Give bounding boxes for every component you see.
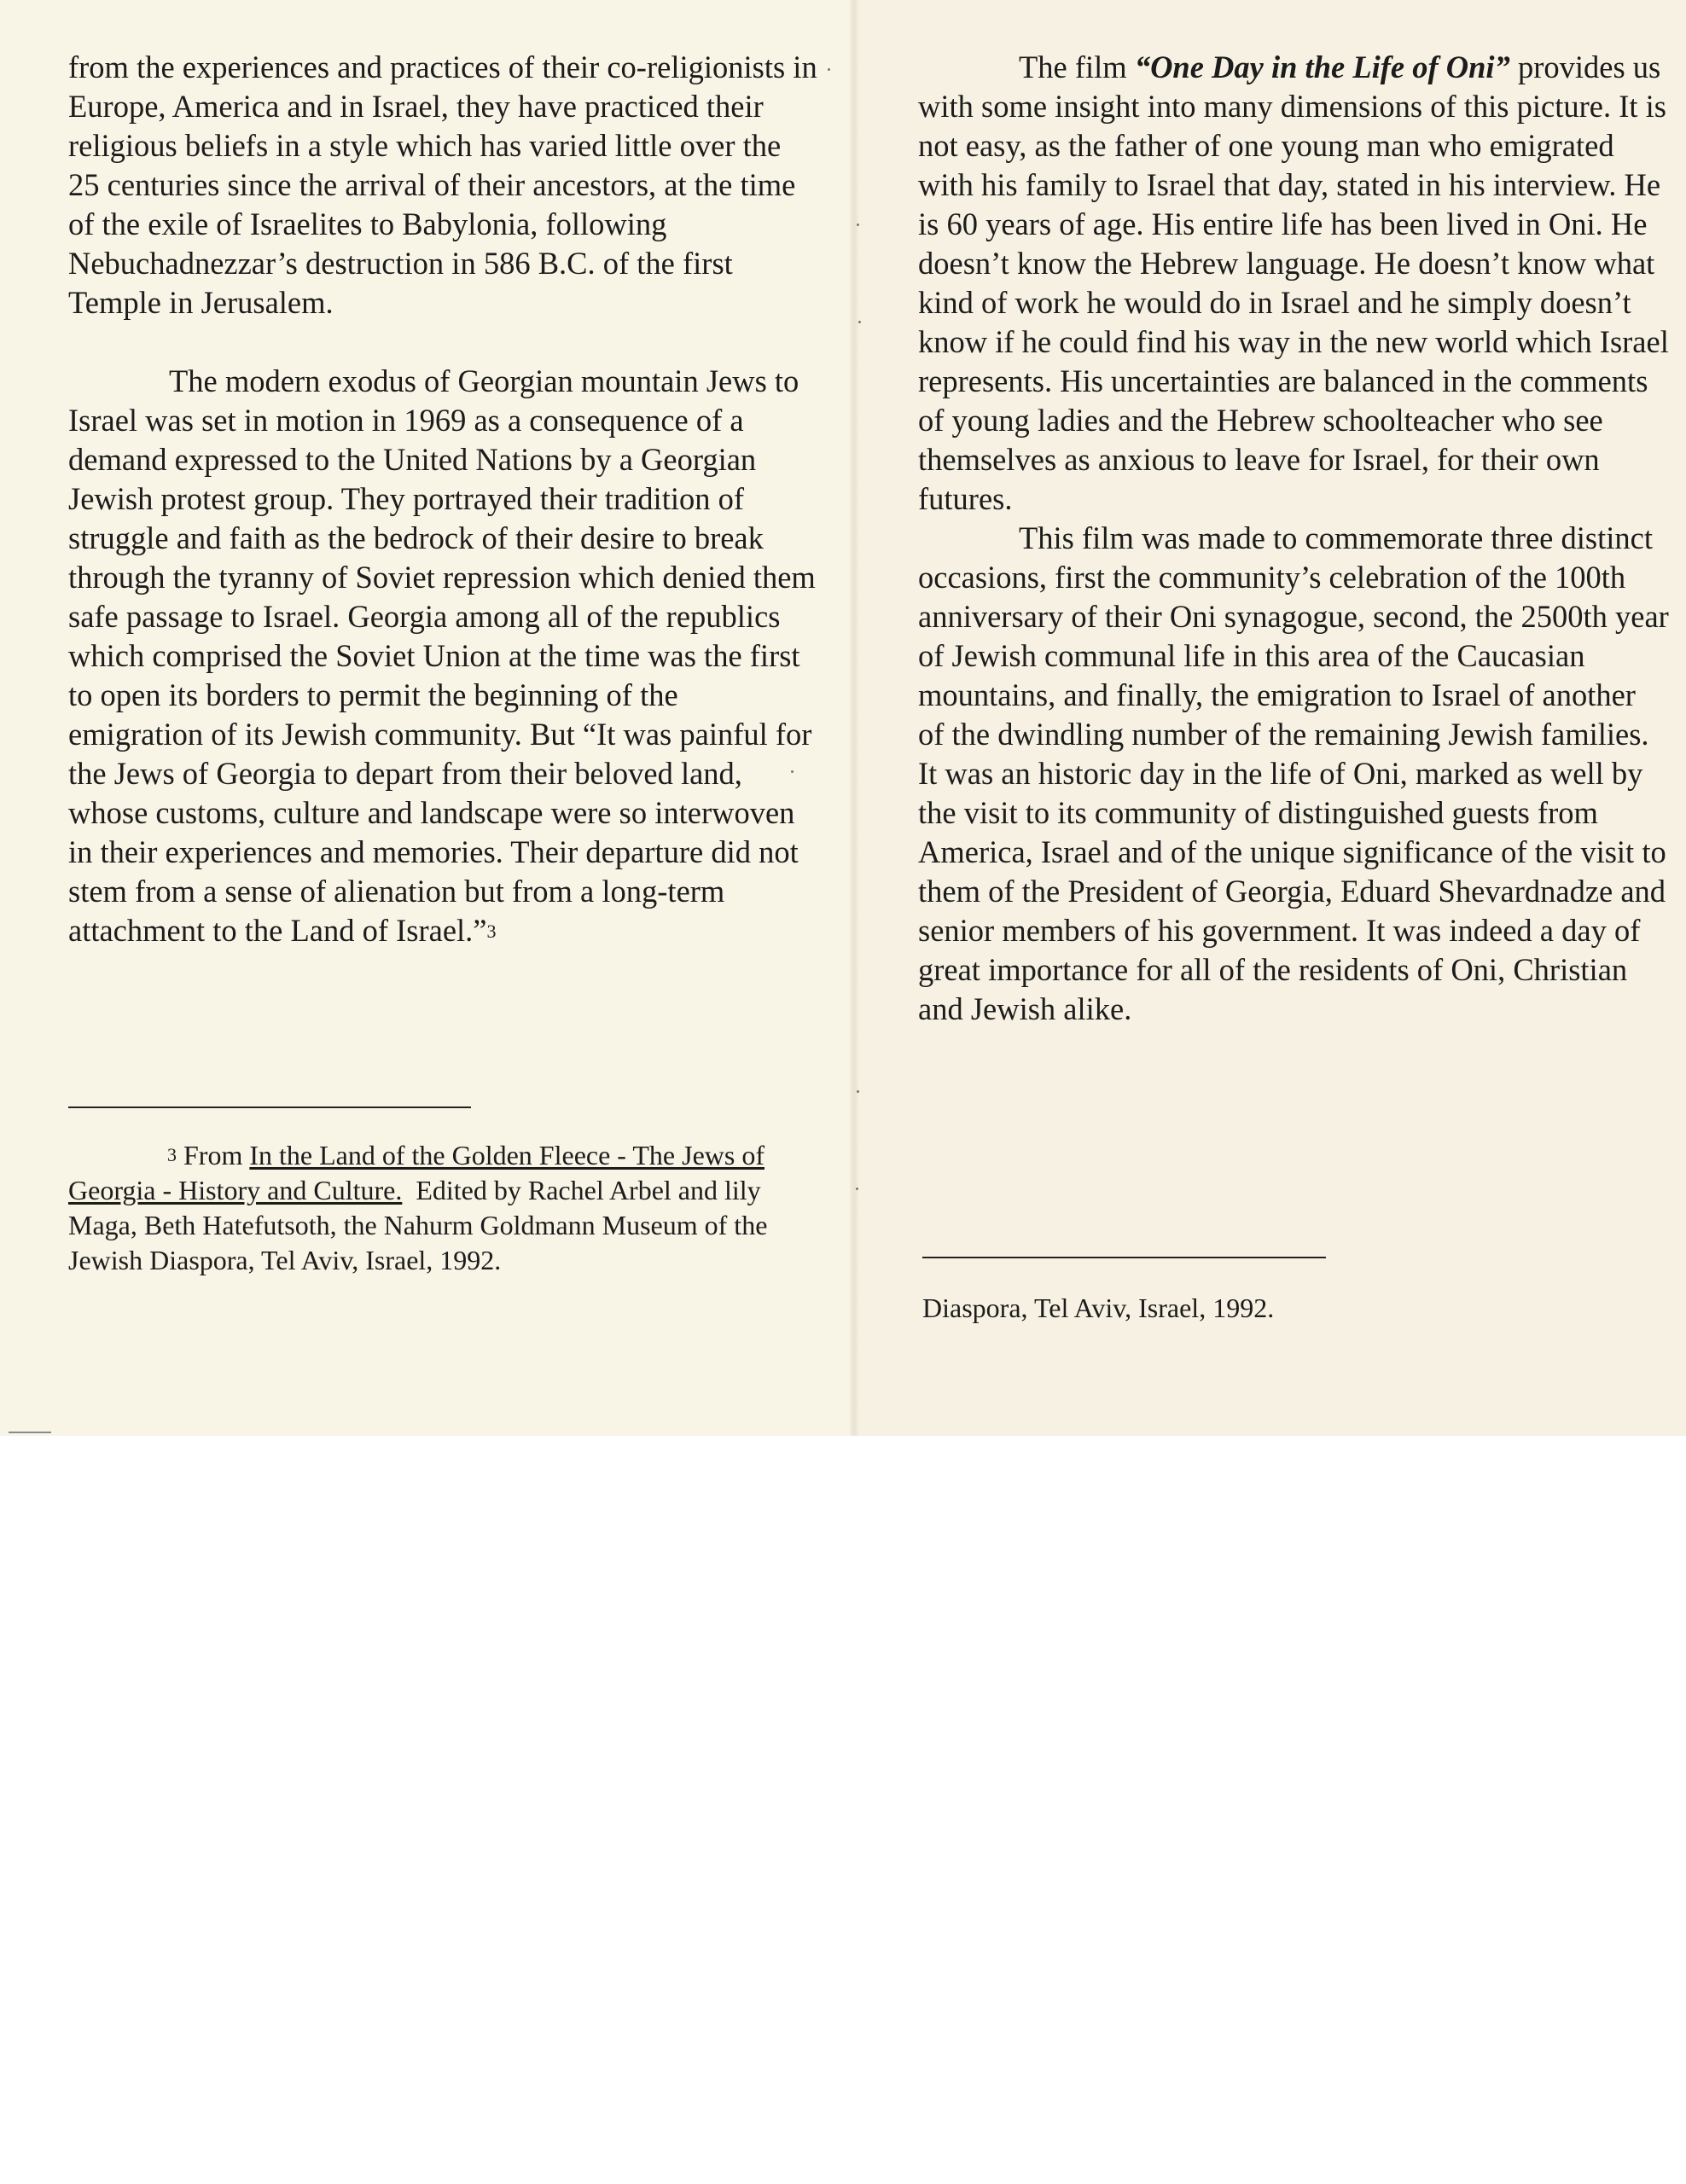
left-paragraph-2 — [68, 362, 819, 950]
footnote-details: Edited by Rachel Arbel and lily Maga, Beth Hatefutsoth, the Nahurm Goldmann Museum of the Jewish Diaspora, Tel Aviv, Israel, 1992. — [68, 1175, 768, 1275]
right-body-text — [918, 48, 1669, 1029]
footnote-lead: From — [183, 1140, 243, 1170]
footnote — [68, 1138, 802, 1278]
right-paragraph-2: This film was made to commemorate three distinct occasions, first the community’s celebration of the 100th anniversary of their Oni synagogue, second, the 2500th year of Jewish communal life in this area of the Caucasian mountains, and finally, the emigration to Israel of another of the dwindling number of the remaining Jewish families. It was an historic day in the life of Oni, marked as well by the visit to its community of distinguished guests from America, Israel and of the unique significance of the visit to them of the President of Georgia, Eduard Shevardnadze and senior members of his government. It was indeed a day of great importance for all of the residents of Oni, Christian and Jewish alike. — [918, 520, 1669, 1026]
right-paragraph-1-lead: The film — [1019, 49, 1127, 84]
footnote-source-title: In the Land of the Golden Fleece - The Jews of Georgia - History and Culture. — [68, 1140, 765, 1205]
left-body-text — [68, 48, 819, 950]
film-title: “One Day in the Life of Oni” — [1134, 49, 1510, 84]
footnote-continuation-text: Diaspora, Tel Aviv, Israel, 1992. — [922, 1292, 1275, 1323]
right-paragraph-1-body: provides us with some insight into many dimensions of this picture. It is not easy, as the father of one young man who emigrated with his family to Israel that day, stated in his interview. He is 60 years of age. His entire life has been lived in Oni. He doesn’t know the Hebrew language. He doesn’t know what kind of work he would do in Israel and he simply doesn’t know if he could find his way in the new world which Israel represents. His uncertainties are balanced in the comments of young ladies and the Hebrew schoolteacher who see themselves as anxious to leave for Israel, for their own futures. — [918, 49, 1669, 516]
right-paragraph-1 — [918, 48, 1669, 519]
footnote-number: 3 — [167, 1144, 177, 1165]
scan-speck — [858, 321, 861, 323]
footnote-reference: 3 — [486, 921, 497, 942]
scan-speck — [857, 224, 859, 226]
scan-edge-mark — [9, 1432, 51, 1433]
footnote-divider — [68, 1107, 471, 1108]
left-paragraph-1: from the experiences and practices of their co-religionists in Europe, America and in Israel, they have practiced their religious beliefs in a style which has varied little over the 25 centuries since the arrival of their ancestors, at the time of the exile of Israelites to Babylonia, following Nebuchadnezzar’s destruction in 586 B.C. of the first Temple in Jerusalem. — [68, 49, 817, 320]
left-paragraph-2-text: The modern exodus of Georgian mountain Jews to Israel was set in motion in 1969 as a consequence of a demand expressed to the United Nations by a Georgian Jewish protest group. They portrayed their tradition of struggle and faith as the bedrock of their desire to break through the tyranny of Soviet repression which denied them safe passage to Israel. Georgia among all of the republics which comprised the Soviet Union at the time was the first to open its borders to permit the beginning of the emigration of its Jewish community. But “It was painful for the Jews of Georgia to depart from their beloved land, whose customs, culture and landscape were so interwoven in their experiences and memories. Their departure did not stem from a sense of alienation but from a long-term attachment to the Land of Israel.” — [68, 363, 816, 948]
scan-speck — [857, 1090, 859, 1093]
footnote-text — [68, 1138, 802, 1278]
page-gutter — [850, 0, 858, 1436]
footnote-continuation — [922, 1291, 1656, 1326]
scan-speck — [828, 68, 830, 71]
footnote-divider-right — [922, 1257, 1326, 1258]
scan-speck — [856, 1188, 858, 1190]
